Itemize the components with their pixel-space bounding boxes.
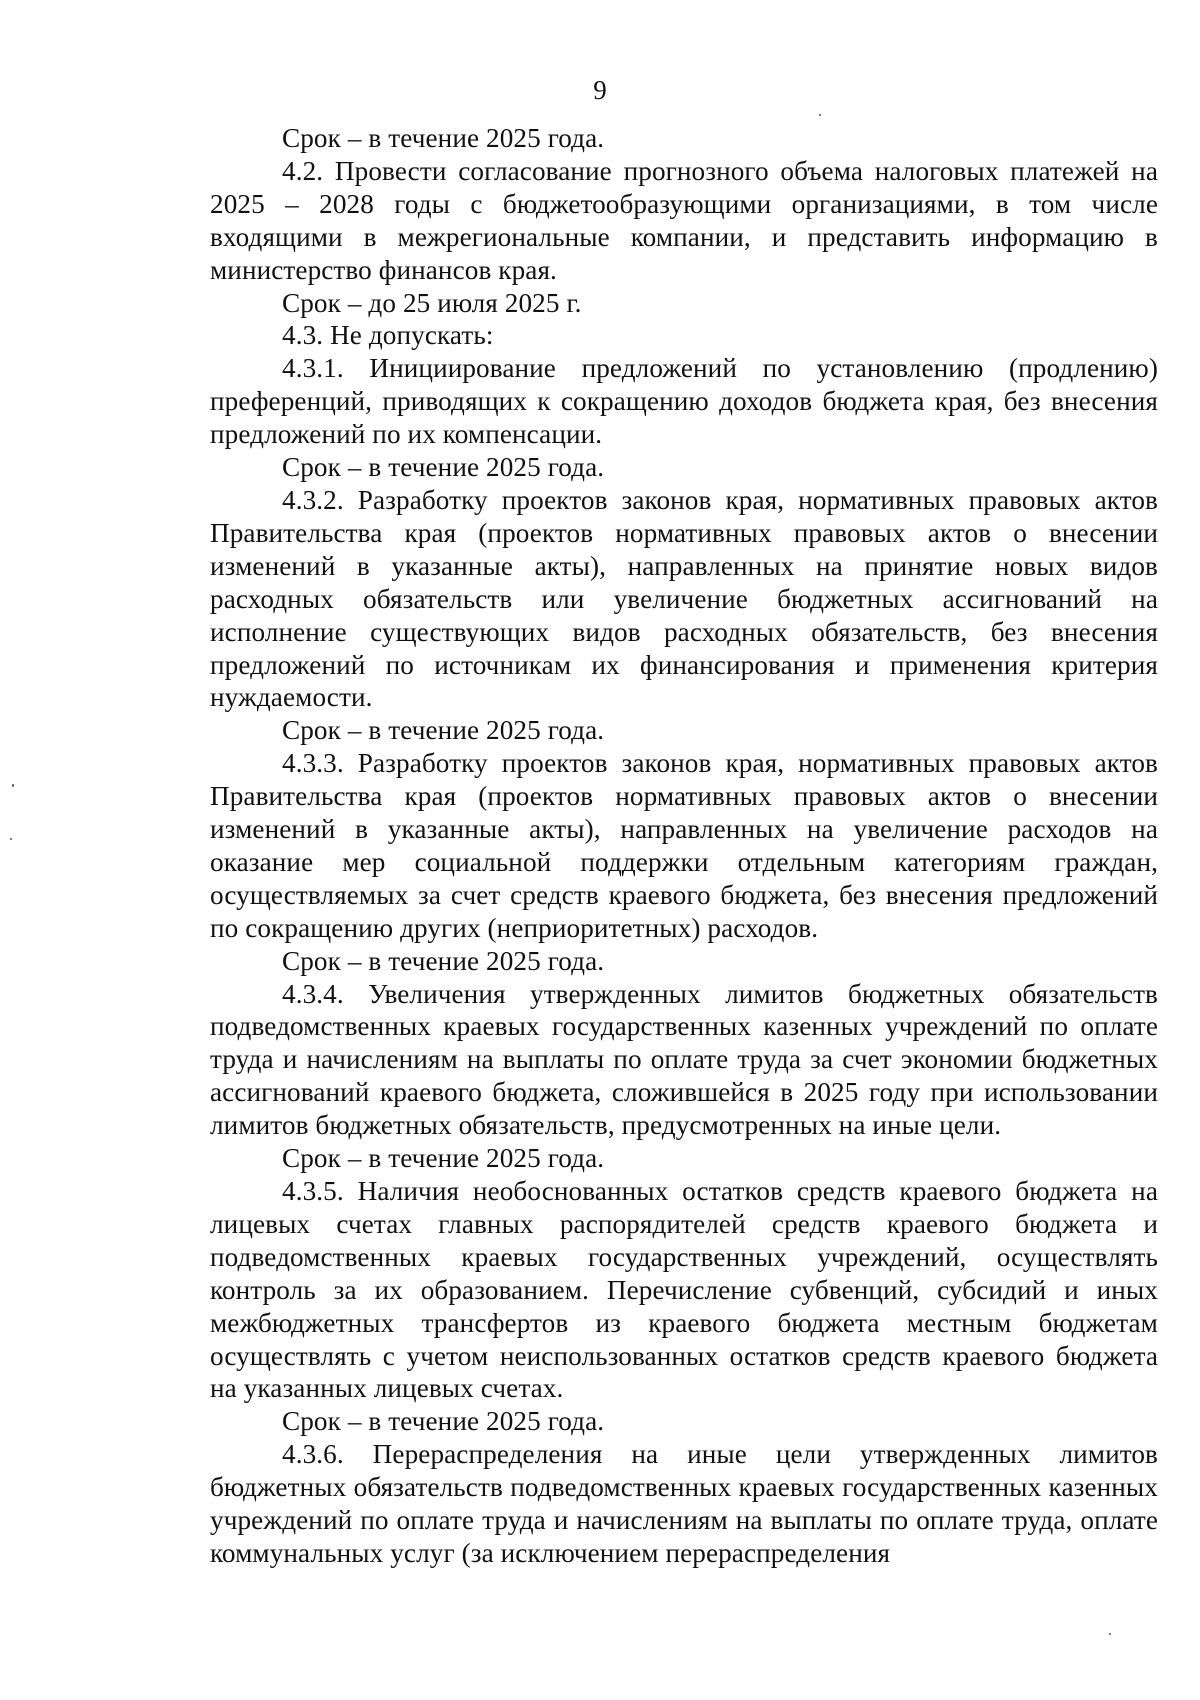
item-4-3-3-paragraph: 4.3.3. Разработку проектов законов края, нормативных правовых актов Правительства края (проектов нормативных правовых актов о внесении изменений в указанные акты), направленных на увеличение расходов на оказание мер социальной поддержки отдельным категориям граждан, осуществляемых за счет средств краевого бюджета, без внесения предложений по сокращению других (неприоритетных) расходов. bbox=[210, 748, 1158, 943]
item-4-2-paragraph: 4.2. Провести согласование прогнозного объема налоговых платежей на 2025 – 2028 годы с бюджетообразующими организациями, в том числе входящими в межрегиональные компании, и представить информацию в министерство финансов края. bbox=[210, 155, 1158, 285]
deadline-paragraph: Срок – в течение 2025 года. bbox=[282, 945, 605, 976]
deadline-paragraph: Срок – в течение 2025 года. bbox=[282, 123, 605, 153]
item-4-3-4-paragraph: 4.3.4. Увеличения утвержденных лимитов бюджетных обязательств подведомственных краевых государственных казенных учреждений по оплате труда и начислениям на выплаты по оплате труда за счет экономии бюджетных ассигнований краевого бюджета, сложившейся в 2025 году при использовании лимитов бюджетных обязательств, предусмотренных на иные цели. bbox=[210, 978, 1158, 1141]
scan-speck bbox=[819, 114, 821, 116]
item-4-3-paragraph: 4.3. Не допускать: bbox=[282, 320, 494, 351]
scan-speck bbox=[10, 838, 12, 840]
scan-speck bbox=[12, 784, 14, 787]
deadline-paragraph: Срок – в течение 2025 года. bbox=[282, 715, 605, 746]
page-number: 9 bbox=[593, 75, 607, 105]
item-4-3-6-paragraph: 4.3.6. Перераспределения на иные цели утвержденных лимитов бюджетных обязательств подведомственных краевых государственных казенных учреждений по оплате труда и начислениям на выплаты по оплате труда, оплате коммунальных услуг (за исключением перераспределения bbox=[210, 1439, 1158, 1568]
item-4-3-2-paragraph: 4.3.2. Разработку проектов законов края, нормативных правовых актов Правительства края (проектов нормативных правовых актов о внесении изменений в указанные акты), направленных на принятие новых видов расходных обязательств или увеличение бюджетных ассигнований на исполнение существующих видов расходных обязательств, без внесения предложений по источникам их финансирования и применения критерия нуждаемости. bbox=[210, 484, 1158, 713]
deadline-paragraph: Срок – в течение 2025 года. bbox=[282, 1143, 605, 1174]
scan-speck bbox=[1109, 1633, 1111, 1635]
deadline-paragraph: Срок – в течение 2025 года. bbox=[282, 452, 605, 483]
document-body bbox=[210, 122, 1158, 1570]
deadline-paragraph: Срок – в течение 2025 года. bbox=[282, 1406, 605, 1437]
item-4-3-5-paragraph: 4.3.5. Наличия необоснованных остатков средств краевого бюджета на лицевых счетах главных распорядителей средств краевого бюджета и подведомственных краевых государственных учреждений, осуществлять контроль за их образованием. Перечисление субвенций, субсидий и иных межбюджетных трансфертов из краевого бюджета местным бюджетам осуществлять с учетом неиспользованных остатков средств краевого бюджета на указанных лицевых счетах. bbox=[210, 1176, 1158, 1404]
item-4-3-1-paragraph: 4.3.1. Инициирование предложений по установлению (продлению) преференций, приводящих к сокращению доходов бюджета края, без внесения предложений по их компенсации. bbox=[210, 353, 1158, 450]
deadline-paragraph: Срок – до 25 июля 2025 г. bbox=[282, 287, 582, 318]
